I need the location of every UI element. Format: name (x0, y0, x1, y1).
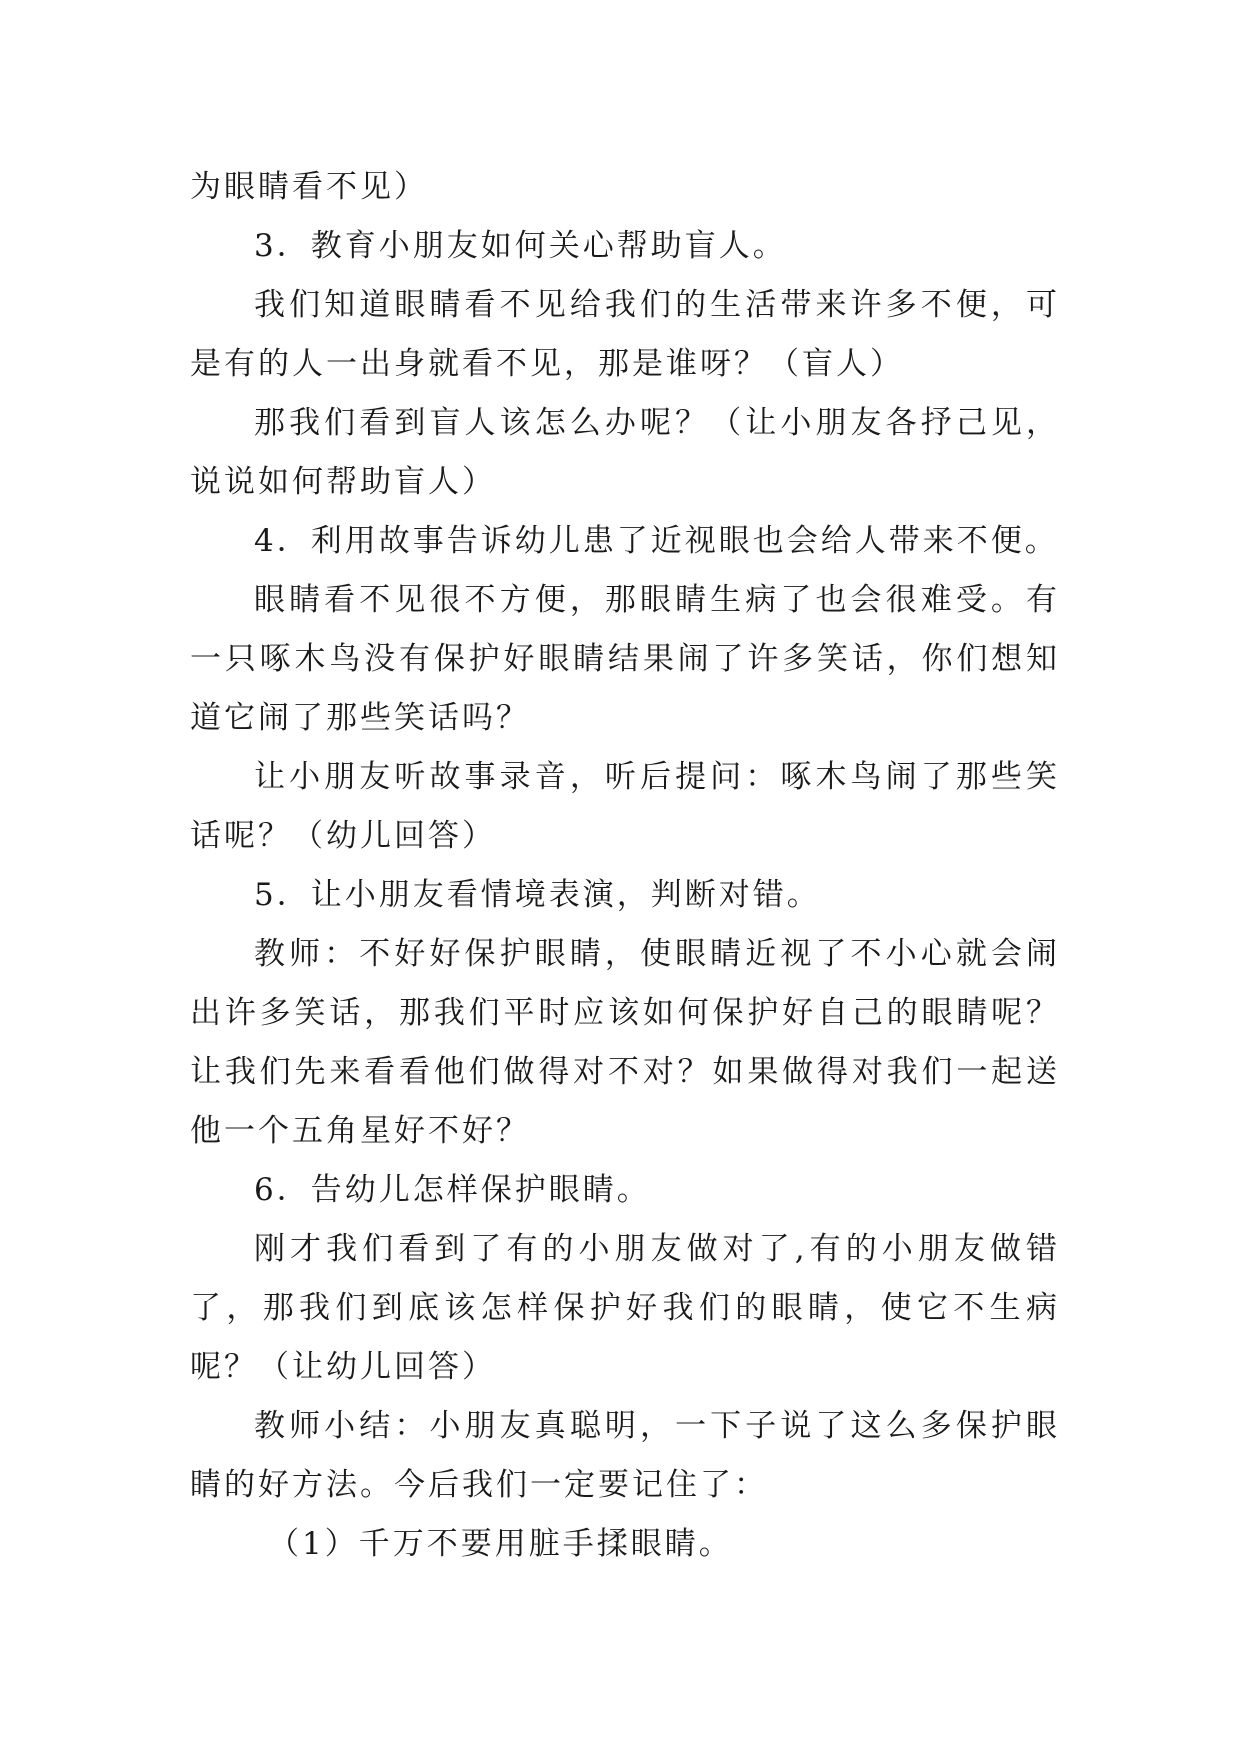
paragraph: 眼睛看不见很不方便，那眼睛生病了也会很难受。有一只啄木鸟没有保护好眼睛结果闹了许多笑话，你们想知道它闹了那些笑话吗？ (190, 582, 1060, 736)
paragraph: 为眼睛看不见） (190, 169, 428, 205)
paragraph: 那我们看到盲人该怎么办呢？（让小朋友各抒己见，说说如何帮助盲人） (190, 405, 1060, 500)
paragraph-heading: 4．利用故事告诉幼儿患了近视眼也会给人带来不便。 (254, 523, 1059, 559)
body-text (190, 158, 1060, 1574)
list-item: （1）千万不要用脏手揉眼睛。 (268, 1526, 733, 1562)
paragraph: 让小朋友听故事录音，听后提问：啄木鸟闹了那些笑话呢？（幼儿回答） (190, 759, 1060, 854)
paragraph-heading: 5．让小朋友看情境表演，判断对错。 (254, 877, 821, 913)
paragraph: 教师：不好好保护眼睛，使眼睛近视了不小心就会闹出许多笑话，那我们平时应该如何保护好自己的眼睛呢？让我们先来看看他们做得对不对？如果做得对我们一起送他一个五角星好不好？ (190, 936, 1060, 1149)
paragraph-heading: 3．教育小朋友如何关心帮助盲人。 (254, 228, 787, 264)
paragraph: 教师小结：小朋友真聪明，一下子说了这么多保护眼睛的好方法。今后我们一定要记住了： (190, 1408, 1060, 1503)
paragraph-heading: 6．告幼儿怎样保护眼睛。 (254, 1172, 651, 1208)
paragraph: 刚才我们看到了有的小朋友做对了,有的小朋友做错了，那我们到底该怎样保护好我们的眼睛，使它不生病呢？（让幼儿回答） (190, 1231, 1060, 1385)
paragraph: 我们知道眼睛看不见给我们的生活带来许多不便，可是有的人一出身就看不见，那是谁呀？（盲人） (190, 287, 1060, 382)
